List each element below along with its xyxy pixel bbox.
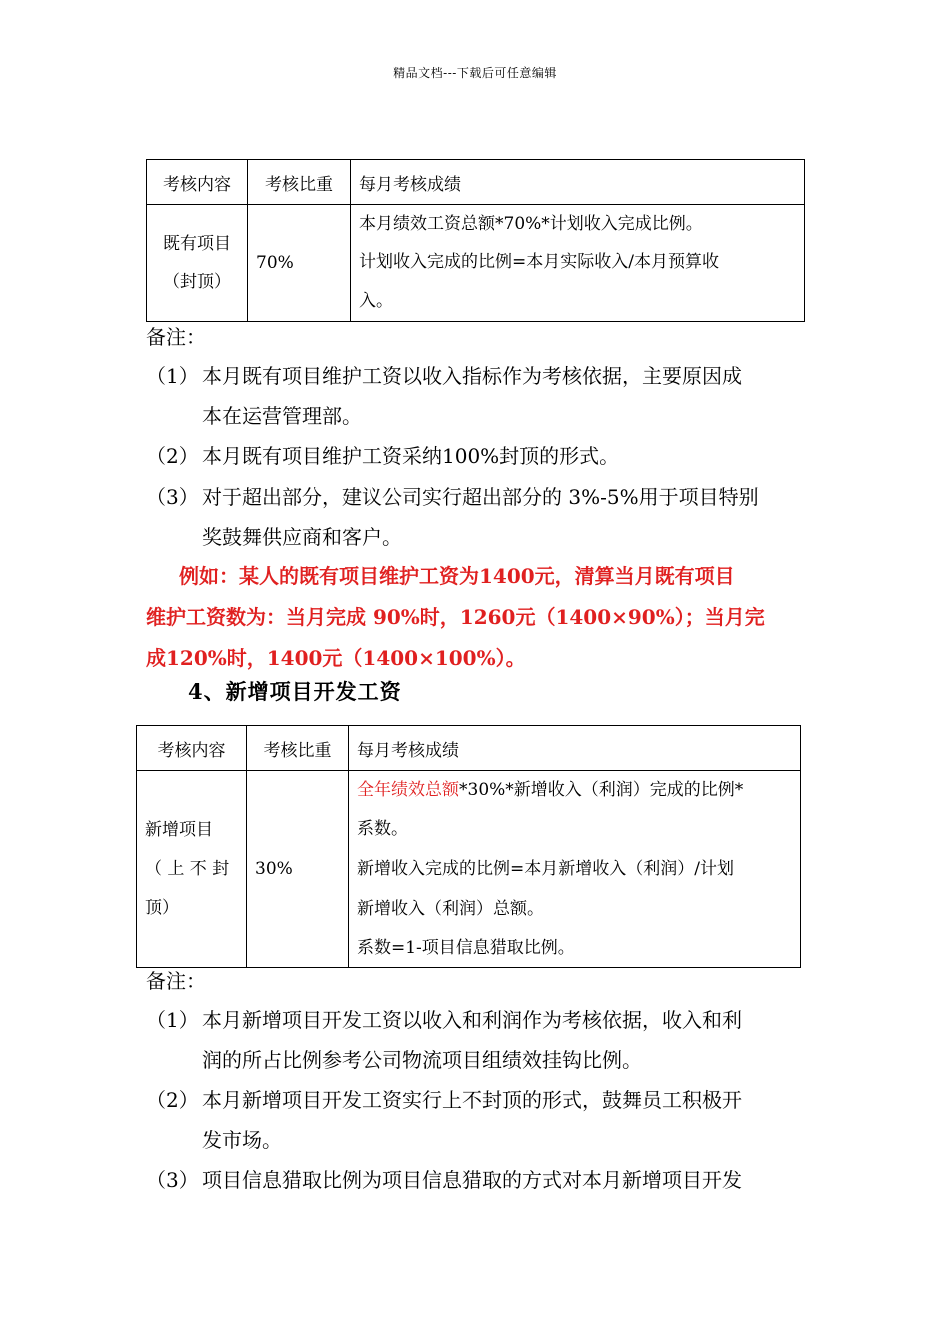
table-header-row <box>137 726 801 771</box>
ratio-line: 新增收入完成的比例=本月新增收入（利润）/计划 <box>357 859 734 879</box>
header-cell-weight: 考核比重 <box>248 160 351 205</box>
table-header-row <box>147 160 805 205</box>
note-number: （3） <box>146 1168 199 1192</box>
note-line: 奖鼓舞供应商和客户。 <box>202 525 402 549</box>
note-item <box>146 356 811 436</box>
example-line: 例如：某人的既有项目维护工资为1400元，清算当月既有项目 <box>179 564 735 588</box>
note-line: 本月新增项目开发工资以收入和利润作为考核依据，收入和利 <box>202 1008 742 1032</box>
note-line: 本月既有项目维护工资采纳100%封顶的形式。 <box>202 444 620 468</box>
weight-cell: 30% <box>247 771 349 968</box>
note-number: （1） <box>146 1008 199 1032</box>
note-number: （2） <box>146 444 199 468</box>
note-line: 发市场。 <box>202 1128 282 1152</box>
coefficient-line: 系数=1-项目信息猎取比例。 <box>357 938 575 958</box>
row-label-line: 既有项目 <box>163 234 231 254</box>
row-label-cell <box>147 205 248 322</box>
note-line: 对于超出部分，建议公司实行超出部分的 3%-5%用于项目特别 <box>202 485 759 509</box>
notes-title: 备注： <box>146 325 206 349</box>
ratio-line: 入。 <box>359 291 393 311</box>
notes-title: 备注： <box>146 969 206 993</box>
score-cell <box>349 771 801 968</box>
section-heading: 4、新增项目开发工资 <box>188 679 402 704</box>
note-number: （2） <box>146 1088 199 1112</box>
formula-line <box>357 771 792 809</box>
header-cell-content: 考核内容 <box>147 160 248 205</box>
note-number: （3） <box>146 485 199 509</box>
table-row <box>147 205 805 322</box>
note-item <box>146 1000 811 1080</box>
note-number: （1） <box>146 364 199 388</box>
row-label-line: （ 上 不 封 <box>145 858 230 879</box>
formula-rest: *30%*新增收入（利润）完成的比例* <box>459 780 744 800</box>
example-line: 维护工资数为：当月完成 90%时，1260元（1400×90%）；当月完 <box>146 605 765 629</box>
score-cell <box>351 205 805 322</box>
header-cell-weight: 考核比重 <box>247 726 349 771</box>
example-paragraph <box>146 556 812 679</box>
table-row <box>137 771 801 968</box>
row-label-line: 顶） <box>145 897 179 918</box>
example-line: 成120%时，1400元（1400×100%）。 <box>146 646 526 670</box>
formula-line: 系数。 <box>357 819 408 839</box>
header-cell-score: 每月考核成绩 <box>349 726 801 771</box>
weight-cell: 70% <box>248 205 351 322</box>
ratio-line: 计划收入完成的比例=本月实际收入/本月预算收 <box>359 252 719 272</box>
note-line: 润的所占比例参考公司物流项目组绩效挂钩比例。 <box>202 1048 642 1072</box>
note-item <box>146 1080 811 1160</box>
note-line: 本月既有项目维护工资以收入指标作为考核依据，主要原因成 <box>202 364 742 388</box>
ratio-line: 新增收入（利润）总额。 <box>357 899 544 919</box>
row-label-line: 新增项目 <box>145 819 213 840</box>
formula-line: 本月绩效工资总额*70%*计划收入完成比例。 <box>359 214 703 234</box>
note-line: 本月新增项目开发工资实行上不封顶的形式，鼓舞员工积极开 <box>202 1088 742 1112</box>
row-label-cell <box>137 771 247 968</box>
header-cell-content: 考核内容 <box>137 726 247 771</box>
note-line: 本在运营管理部。 <box>202 404 362 428</box>
row-label-line: （封顶） <box>163 272 231 292</box>
header-cell-score: 每月考核成绩 <box>351 160 805 205</box>
page-header: 精品文档---下载后可任意编辑 <box>393 66 557 80</box>
assessment-table-new <box>136 725 801 968</box>
note-item <box>146 1160 811 1200</box>
note-item <box>146 477 811 557</box>
note-line: 项目信息猎取比例为项目信息猎取的方式对本月新增项目开发 <box>202 1168 742 1192</box>
note-item <box>146 436 811 476</box>
assessment-table-existing <box>146 159 805 322</box>
formula-highlight: 全年绩效总额 <box>357 780 459 800</box>
